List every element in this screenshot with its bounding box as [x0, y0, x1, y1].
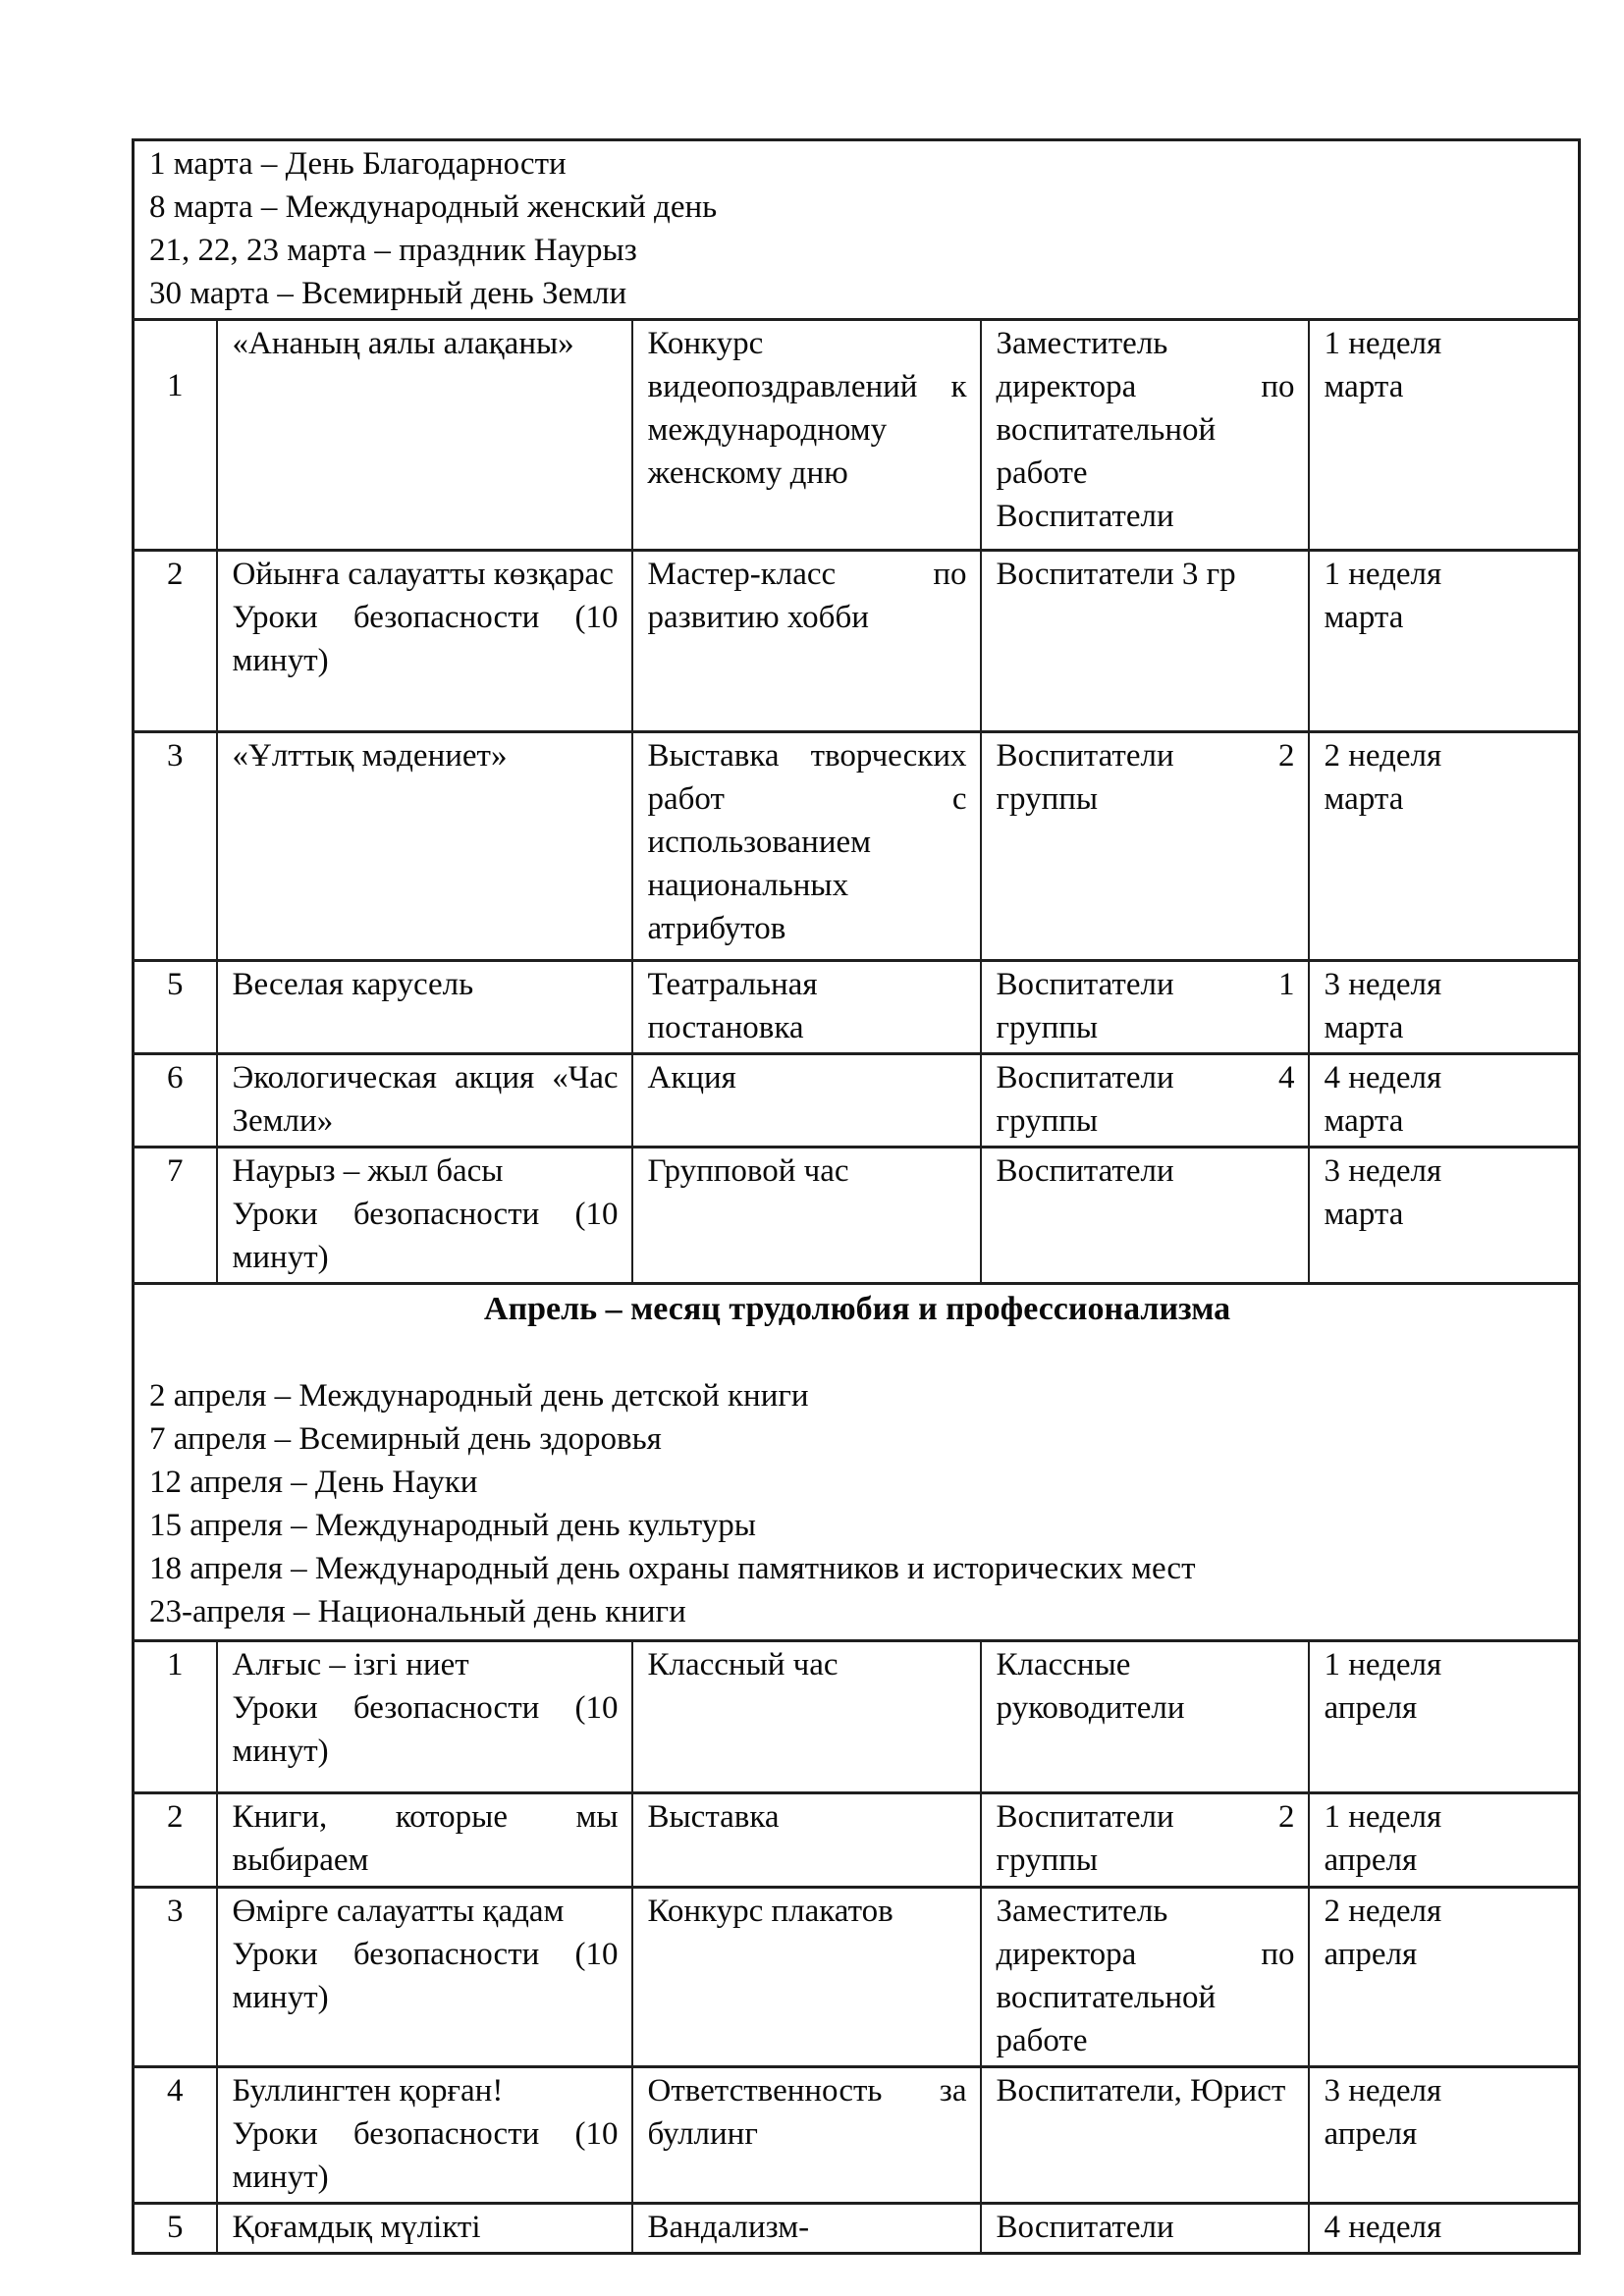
event-text: «Ананың аялы алақаны» — [232, 326, 574, 361]
responsible-text: Воспитатели — [996, 499, 1174, 534]
week-text: 4 неделя марта — [1324, 1060, 1442, 1139]
event-name-cell — [217, 1793, 632, 1888]
event-text: Уроки безопасности (10 минут) — [232, 1690, 619, 1769]
event-name-cell — [217, 551, 632, 732]
event-text: Ойынға салауатты көзқарас — [232, 557, 614, 592]
format-text: Акция — [647, 1060, 736, 1095]
event-name-cell — [217, 961, 632, 1054]
responsible-cell — [981, 1793, 1309, 1888]
week-cell — [1309, 1148, 1580, 1284]
table-row — [134, 1148, 1580, 1284]
format-text: Групповой час — [647, 1153, 849, 1189]
responsible-text: Заместитель директора по воспитательной работе — [996, 1894, 1295, 2058]
event-format-cell — [632, 1054, 981, 1148]
format-text: Конкурс плакатов — [647, 1894, 893, 1929]
responsible-text: Воспитатели — [996, 1153, 1174, 1189]
format-text: Выставка творческих работ с использованием национальных атрибутов — [647, 738, 967, 946]
responsible-text: Воспитатели 2 группы — [996, 738, 1295, 817]
responsible-text: Воспитатели — [996, 2210, 1174, 2245]
row-number-cell: 5 — [134, 2204, 217, 2254]
event-name-cell — [217, 2067, 632, 2204]
event-format-cell — [632, 1793, 981, 1888]
date-line: 21, 22, 23 марта – праздник Наурыз — [149, 233, 637, 268]
event-format-cell — [632, 732, 981, 961]
table-row — [134, 2204, 1580, 2254]
event-name-cell — [217, 1888, 632, 2067]
event-text: Уроки безопасности (10 минут) — [232, 2116, 619, 2195]
event-format-cell — [632, 2204, 981, 2254]
event-format-cell — [632, 961, 981, 1054]
event-text: Өмірге салауатты қадам — [232, 1894, 565, 1929]
week-text: 2 неделя марта — [1324, 738, 1442, 817]
week-cell — [1309, 551, 1580, 732]
event-text: Экологическая акция «Час Земли» — [232, 1060, 619, 1139]
responsible-cell — [981, 1148, 1309, 1284]
format-text: Мастер-класс по развитию хобби — [647, 557, 967, 635]
format-text: Вандализм- — [647, 2210, 810, 2245]
week-text: 1 неделя апреля — [1324, 1799, 1442, 1878]
row-number-cell: 4 — [134, 2067, 217, 2204]
responsible-cell — [981, 961, 1309, 1054]
april-section-title: Апрель – месяц трудолюбия и профессионализма — [483, 1291, 1231, 1327]
format-text: Конкурс видеопоздравлений к международному женскому дню — [647, 326, 967, 491]
responsible-text: Воспитатели 1 группы — [996, 967, 1295, 1045]
event-text: Қоғамдық мүлікті — [232, 2210, 481, 2245]
table-row — [134, 961, 1580, 1054]
responsible-cell — [981, 2067, 1309, 2204]
week-cell — [1309, 1888, 1580, 2067]
document-sheet — [132, 138, 1578, 2255]
event-text: «Ұлттық мәдениет» — [232, 738, 508, 774]
event-plan-table — [132, 138, 1581, 2255]
responsible-text: Классные руководители — [996, 1647, 1185, 1726]
date-line: 2 апреля – Международный день детской книги — [149, 1378, 809, 1414]
responsible-cell — [981, 1888, 1309, 2067]
week-cell — [1309, 961, 1580, 1054]
responsible-cell — [981, 1641, 1309, 1793]
responsible-cell — [981, 320, 1309, 551]
event-text: Буллингтен қорған! — [232, 2073, 504, 2109]
date-line: 12 апреля – День Науки — [149, 1465, 478, 1500]
week-cell — [1309, 2067, 1580, 2204]
week-cell — [1309, 2204, 1580, 2254]
row-number-cell: 7 — [134, 1148, 217, 1284]
table-row — [134, 320, 1580, 551]
event-text: Уроки безопасности (10 минут) — [232, 600, 619, 678]
event-text: Книги, которые мы выбираем — [232, 1799, 619, 1878]
table-row — [134, 1641, 1580, 1793]
row-number-cell: 5 — [134, 961, 217, 1054]
responsible-cell — [981, 1054, 1309, 1148]
event-name-cell — [217, 1148, 632, 1284]
date-line: 7 апреля – Всемирный день здоровья — [149, 1421, 662, 1457]
responsible-text: Воспитатели 3 гр — [996, 557, 1236, 592]
week-text: 4 неделя — [1324, 2210, 1442, 2245]
week-cell — [1309, 732, 1580, 961]
table-row — [134, 1793, 1580, 1888]
week-text: 1 неделя марта — [1324, 326, 1442, 404]
event-text: Уроки безопасности (10 минут) — [232, 1197, 619, 1275]
week-text: 1 неделя марта — [1324, 557, 1442, 635]
event-text: Уроки безопасности (10 минут) — [232, 1937, 619, 2015]
format-text: Ответственность за буллинг — [647, 2073, 967, 2152]
date-line: 15 апреля – Международный день культуры — [149, 1508, 756, 1543]
responsible-text: Воспитатели 2 группы — [996, 1799, 1295, 1878]
event-format-cell — [632, 2067, 981, 2204]
week-cell — [1309, 1054, 1580, 1148]
table-row — [134, 2067, 1580, 2204]
date-line: 23-апреля – Национальный день книги — [149, 1594, 686, 1629]
week-text: 1 неделя апреля — [1324, 1647, 1442, 1726]
event-text: Наурыз – жыл басы — [232, 1153, 504, 1189]
event-text: Алғыс – ізгі ниет — [232, 1647, 469, 1682]
responsible-text: Воспитатели 4 группы — [996, 1060, 1295, 1139]
responsible-cell — [981, 551, 1309, 732]
responsible-text: Воспитатели, Юрист — [996, 2073, 1286, 2109]
table-row — [134, 1888, 1580, 2067]
april-dates-list — [149, 1374, 1565, 1633]
event-name-cell — [217, 2204, 632, 2254]
row-number-cell: 3 — [134, 732, 217, 961]
row-number-cell: 1 — [134, 1641, 217, 1793]
date-line: 18 апреля – Международный день охраны памятников и исторических мест — [149, 1551, 1196, 1586]
spacer — [149, 1333, 1565, 1374]
responsible-text: Заместитель директора по воспитательной работе — [996, 326, 1295, 491]
april-section-cell — [134, 1284, 1580, 1641]
format-text: Классный час — [647, 1647, 839, 1682]
week-cell — [1309, 320, 1580, 551]
week-text: 3 неделя апреля — [1324, 2073, 1442, 2152]
format-text: Выставка — [647, 1799, 780, 1835]
date-line: 30 марта – Всемирный день Земли — [149, 276, 627, 311]
event-format-cell — [632, 551, 981, 732]
row-number-cell: 1 — [134, 320, 217, 551]
row-number-cell: 3 — [134, 1888, 217, 2067]
responsible-cell — [981, 732, 1309, 961]
week-text: 3 неделя марта — [1324, 1153, 1442, 1232]
row-number-cell: 6 — [134, 1054, 217, 1148]
week-cell — [1309, 1793, 1580, 1888]
march-dates-row — [134, 140, 1580, 320]
event-format-cell — [632, 1148, 981, 1284]
format-text: Театральная постановка — [647, 967, 818, 1045]
week-text: 2 неделя апреля — [1324, 1894, 1442, 1972]
table-row — [134, 1054, 1580, 1148]
week-cell — [1309, 1641, 1580, 1793]
event-format-cell — [632, 320, 981, 551]
table-row — [134, 732, 1580, 961]
row-number-cell: 2 — [134, 1793, 217, 1888]
date-line: 1 марта – День Благодарности — [149, 146, 567, 182]
table-row — [134, 551, 1580, 732]
event-format-cell — [632, 1641, 981, 1793]
april-section-row — [134, 1284, 1580, 1641]
event-name-cell — [217, 320, 632, 551]
date-line: 8 марта – Международный женский день — [149, 189, 718, 225]
event-name-cell — [217, 1641, 632, 1793]
event-name-cell — [217, 732, 632, 961]
event-text: Веселая карусель — [232, 967, 474, 1002]
event-name-cell — [217, 1054, 632, 1148]
week-text: 3 неделя марта — [1324, 967, 1442, 1045]
event-format-cell — [632, 1888, 981, 2067]
responsible-cell — [981, 2204, 1309, 2254]
march-dates-cell — [134, 140, 1580, 320]
row-number-cell: 2 — [134, 551, 217, 732]
